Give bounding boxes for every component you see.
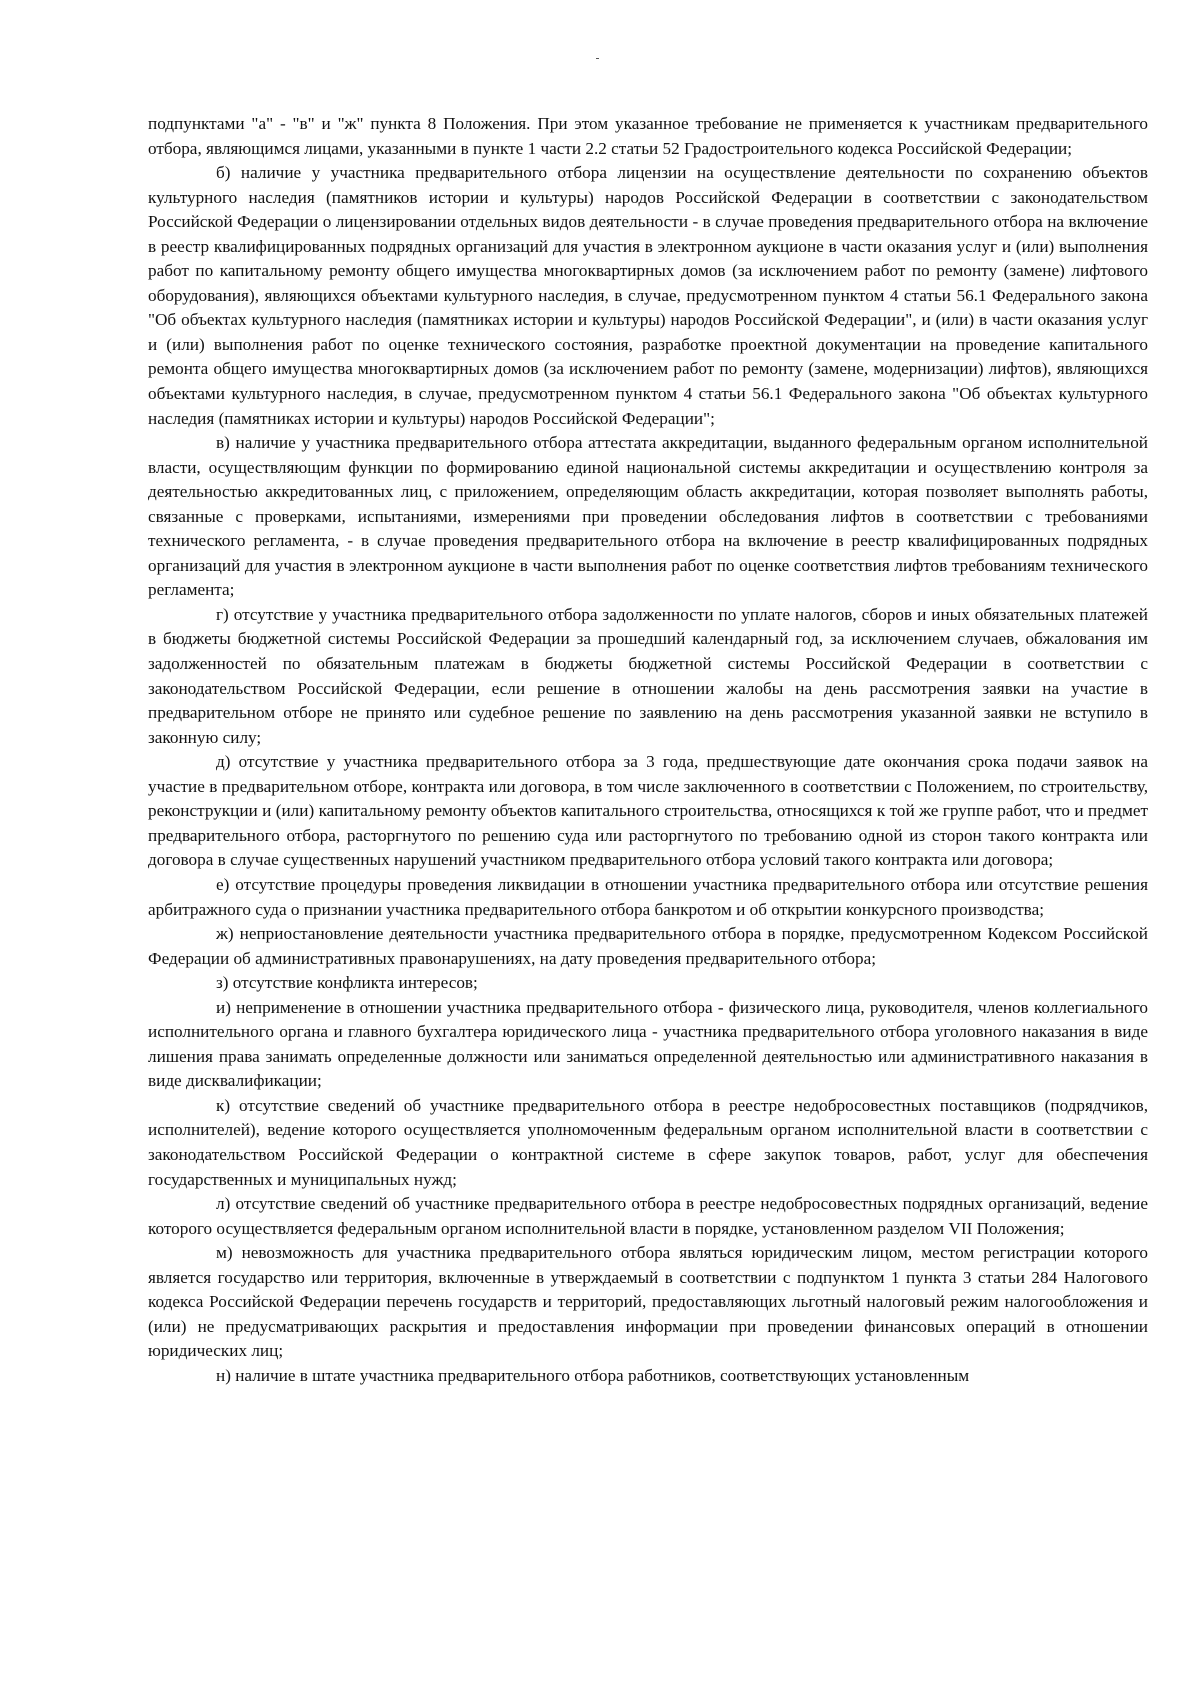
paragraph-item-g: г) отсутствие у участника предварительного отбора задолженности по уплате налогов, сборов и иных обязательных платежей в бюджеты бюджетной системы Российской Федерации за прошедший календарный год, за исключением случаев, обжалования им задолженностей по обязательным платежам в бюджеты бюджетной системы Российской Федерации в соответствии с законодательством Российской Федерации, если решение в отношении жалобы на день рассмотрения заявки на участие в предварительном отборе не принято или судебное решение по заявлению на день рассмотрения указанной заявки не вступило в законную силу; — [148, 604, 1148, 747]
paragraph-item-k: к) отсутствие сведений об участнике предварительного отбора в реестре недобросовестных поставщиков (подрядчиков, исполнителей), ведение которого осуществляется уполномоченным федеральным органом исполнительной власти в соответствии с законодательством Российской Федерации о контрактной системе в сфере закупок товаров, работ, услуг для обеспечения государственных и муниципальных нужд; — [148, 1095, 1148, 1189]
scan-mark — [596, 58, 599, 59]
paragraph-item-zh: ж) неприостановление деятельности участника предварительного отбора в порядке, предусмотренном Кодексом Российской Федерации об административных правонарушениях, на дату проведения предварительного отбора; — [148, 924, 1148, 968]
paragraph-item-m: м) невозможность для участника предварительного отбора являться юридическим лицом, местом регистрации которого является государство или территория, включенные в утверждаемый в соответствии с подпунктом 1 пункта 3 статьи 284 Налогового кодекса Российской Федерации перечень государств и территорий, предоставляющих льготный налоговый режим налогообложения и (или) не предусматривающих раскрытия и предоставления информации при проведении финансовых операций в отношении юридических лиц; — [148, 1243, 1148, 1361]
paragraph-item-l: л) отсутствие сведений об участнике предварительного отбора в реестре недобросовестных подрядных организаций, ведение которого осуществляется федеральным органом исполнительной власти в порядке, установленном разделом VII Положения; — [148, 1194, 1148, 1238]
paragraph-item-n: н) наличие в штате участника предварительного отбора работников, соответствующих установленным — [216, 1365, 970, 1385]
paragraph-item-i: и) неприменение в отношении участника предварительного отбора - физического лица, руководителя, членов коллегиального исполнительного органа и главного бухгалтера юридического лица - участника предварительного отбора уголовного наказания в виде лишения права занимать определенные должности или заниматься определенной деятельностью или административного наказания в виде дисквалификации; — [148, 997, 1148, 1091]
paragraph-item-v: в) наличие у участника предварительного отбора аттестата аккредитации, выданного федеральным органом исполнительной власти, осуществляющим функции по формированию единой национальной системы аккредитации и осуществлению контроля за деятельностью аккредитованных лиц, с приложением, определяющим область аккредитации, которая позволяет выполнять работы, связанные с проверками, испытаниями, измерениями при проведении обследования лифтов в соответствии с требованиями технического регламента, - в случае проведения предварительного отбора на включение в реестр квалифицированных подрядных организаций для участия в электронном аукционе в части выполнения работ по оценке соответствия лифтов требованиям технического регламента; — [148, 433, 1148, 600]
paragraph-item-d: д) отсутствие у участника предварительного отбора за 3 года, предшествующие дате окончания срока подачи заявок на участие в предварительном отборе, контракта или договора, в том числе заключенного в соответствии с Положением, по строительству, реконструкции и (или) капитальному ремонту объектов капитального строительства, относящихся к той же группе работ, что и предмет предварительного отбора, расторгнутого по решению суда или расторгнутого по требованию одной из сторон такого контракта или договора в случае существенных нарушений участником предварительного отбора условий такого контракта или договора; — [148, 752, 1148, 870]
paragraph-item-e: е) отсутствие процедуры проведения ликвидации в отношении участника предварительного отбора или отсутствие решения арбитражного суда о признании участника предварительного отбора банкротом и об открытии конкурсного производства; — [148, 874, 1148, 919]
paragraph-item-b: б) наличие у участника предварительного отбора лицензии на осуществление деятельности по сохранению объектов культурного наследия (памятников истории и культуры) народов Российской Федерации в соответствии с законодательством Российской Федерации о лицензировании отдельных видов деятельности - в случае проведения предварительного отбора на включение в реестр квалифицированных подрядных организаций для участия в электронном аукционе в части оказания услуг и (или) выполнения работ по капитальному ремонту общего имущества многоквартирных домов (за исключением работ по ремонту (замене) лифтового оборудования), являющихся объектами культурного наследия, в случае, предусмотренном пунктом 4 статьи 56.1 Федерального закона "Об объектах культурного наследия (памятниках истории и культуры) народов Российской Федерации", и (или) в части оказания услуг и (или) выполнения работ по оценке технического состояния, разработке проектной документации на проведение капитального ремонта общего имущества многоквартирных домов (за исключением работ по ремонту (замене, модернизации) лифтов), являющихся объектами культурного наследия, в случае, предусмотренном пунктом 4 статьи 56.1 Федерального закона "Об объектах культурного наследия (памятниках истории и культуры) народов Российской Федерации"; — [148, 163, 1148, 428]
paragraph-continuation: подпунктами "а" - "в" и "ж" пункта 8 Положения. При этом указанное требование не применяется к участникам предварительного отбора, являющимся лицами, указанными в пункте 1 части 2.2 статьи 52 Градостроительного кодекса Российской Федерации; — [148, 114, 1148, 158]
document-body — [148, 112, 1148, 1388]
paragraph-item-z: з) отсутствие конфликта интересов; — [216, 973, 478, 993]
